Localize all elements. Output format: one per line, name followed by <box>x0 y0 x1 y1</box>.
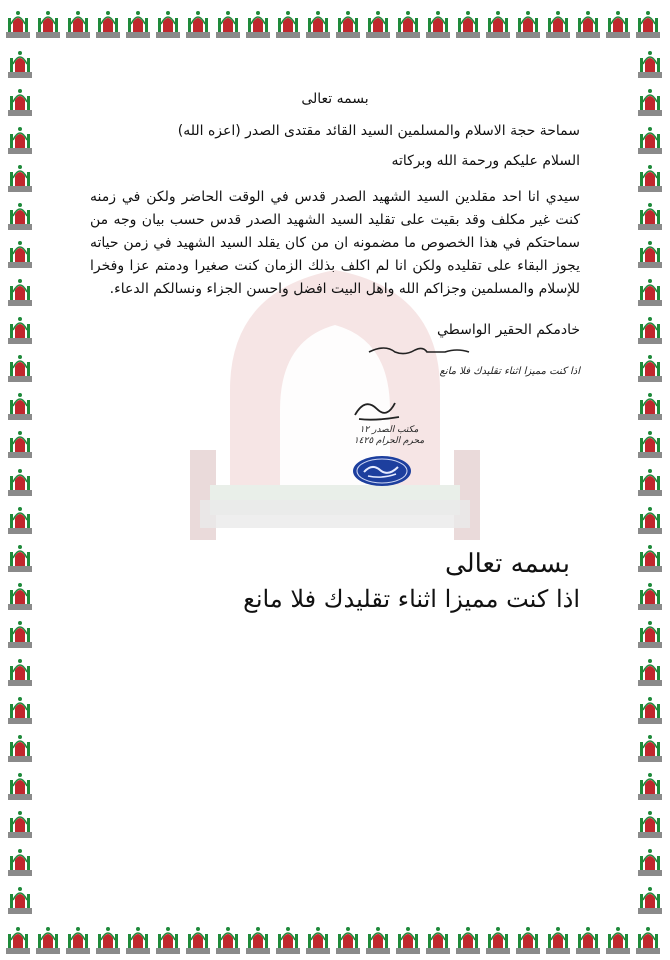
frame-motif-icon <box>96 927 120 954</box>
frame-motif-icon <box>638 241 662 268</box>
frame-motif-icon <box>516 927 540 954</box>
frame-motif-icon <box>576 11 600 38</box>
frame-motif-icon <box>638 697 662 724</box>
frame-motif-icon <box>8 317 32 344</box>
frame-motif-icon <box>6 927 30 954</box>
frame-motif-icon <box>156 927 180 954</box>
frame-motif-icon <box>638 355 662 382</box>
frame-motif-icon <box>186 11 210 38</box>
office-signature <box>345 395 405 425</box>
frame-motif-icon <box>638 203 662 230</box>
frame-border-right <box>630 44 670 916</box>
frame-motif-icon <box>8 545 32 572</box>
frame-motif-icon <box>638 165 662 192</box>
frame-motif-icon <box>638 621 662 648</box>
frame-motif-icon <box>638 735 662 762</box>
frame-motif-icon <box>638 469 662 496</box>
frame-motif-icon <box>66 927 90 954</box>
frame-motif-icon <box>638 507 662 534</box>
letter-greeting: السلام عليكم ورحمة الله وبركاته <box>391 153 580 169</box>
frame-motif-icon <box>606 927 630 954</box>
frame-motif-icon <box>8 355 32 382</box>
frame-motif-icon <box>8 697 32 724</box>
frame-motif-icon <box>426 927 450 954</box>
frame-motif-icon <box>638 773 662 800</box>
frame-motif-icon <box>8 51 32 78</box>
frame-motif-icon <box>638 279 662 306</box>
frame-motif-icon <box>8 773 32 800</box>
frame-motif-icon <box>638 849 662 876</box>
letter-closing: خادمكم الحقير الواسطي <box>437 322 580 338</box>
frame-motif-icon <box>6 11 30 38</box>
frame-motif-icon <box>366 11 390 38</box>
frame-motif-icon <box>546 11 570 38</box>
frame-border-top <box>0 0 670 44</box>
frame-motif-icon <box>366 927 390 954</box>
frame-border-bottom <box>0 916 670 960</box>
frame-motif-icon <box>36 11 60 38</box>
frame-motif-icon <box>396 927 420 954</box>
reply-body: اذا كنت مميزا اثناء تقليدك فلا مانع <box>243 585 580 613</box>
frame-motif-icon <box>426 11 450 38</box>
frame-motif-icon <box>8 393 32 420</box>
frame-motif-icon <box>66 11 90 38</box>
frame-motif-icon <box>8 469 32 496</box>
frame-motif-icon <box>216 927 240 954</box>
handwritten-reply: اذا كنت مميزا اثناء تقليدك فلا مانع <box>439 366 580 377</box>
frame-motif-icon <box>636 11 660 38</box>
frame-motif-icon <box>306 11 330 38</box>
frame-motif-icon <box>8 165 32 192</box>
frame-motif-icon <box>8 431 32 458</box>
frame-motif-icon <box>8 887 32 914</box>
frame-motif-icon <box>638 811 662 838</box>
frame-motif-icon <box>8 735 32 762</box>
frame-motif-icon <box>336 927 360 954</box>
frame-motif-icon <box>8 811 32 838</box>
frame-motif-icon <box>396 11 420 38</box>
frame-motif-icon <box>156 11 180 38</box>
frame-motif-icon <box>246 927 270 954</box>
frame-motif-icon <box>638 393 662 420</box>
frame-motif-icon <box>638 51 662 78</box>
frame-motif-icon <box>638 887 662 914</box>
frame-motif-icon <box>8 659 32 686</box>
frame-motif-icon <box>8 279 32 306</box>
frame-motif-icon <box>186 927 210 954</box>
frame-motif-icon <box>36 927 60 954</box>
frame-motif-icon <box>606 11 630 38</box>
frame-motif-icon <box>638 583 662 610</box>
frame-motif-icon <box>638 127 662 154</box>
frame-motif-icon <box>246 11 270 38</box>
blue-seal-icon <box>352 455 412 487</box>
frame-motif-icon <box>486 11 510 38</box>
frame-motif-icon <box>8 89 32 116</box>
frame-motif-icon <box>276 927 300 954</box>
frame-motif-icon <box>8 127 32 154</box>
frame-motif-icon <box>638 89 662 116</box>
frame-motif-icon <box>126 11 150 38</box>
frame-motif-icon <box>8 203 32 230</box>
frame-motif-icon <box>276 11 300 38</box>
annotation-scribble <box>365 340 475 358</box>
reply-title: بسمه تعالى <box>445 549 570 579</box>
frame-motif-icon <box>576 927 600 954</box>
frame-motif-icon <box>8 507 32 534</box>
letter-basmala: بسمه تعالى <box>301 91 369 107</box>
frame-motif-icon <box>126 927 150 954</box>
frame-motif-icon <box>516 11 540 38</box>
frame-motif-icon <box>638 659 662 686</box>
reply <box>180 546 580 616</box>
frame-motif-icon <box>456 927 480 954</box>
frame-motif-icon <box>636 927 660 954</box>
frame-motif-icon <box>96 11 120 38</box>
frame-border-left <box>0 44 40 916</box>
frame-motif-icon <box>638 431 662 458</box>
stamp-text: مكتب الصدر ١٢ محرم الحرام ١٤٢٥ <box>353 425 425 446</box>
frame-motif-icon <box>8 241 32 268</box>
frame-motif-icon <box>306 927 330 954</box>
frame-motif-icon <box>8 621 32 648</box>
frame-motif-icon <box>546 927 570 954</box>
frame-motif-icon <box>456 11 480 38</box>
frame-motif-icon <box>638 545 662 572</box>
frame-motif-icon <box>336 11 360 38</box>
frame-motif-icon <box>216 11 240 38</box>
frame-motif-icon <box>8 583 32 610</box>
frame-motif-icon <box>638 317 662 344</box>
letter-body: سيدي انا احد مقلدين السيد الشهيد الصدر قدس في الوقت الحاضر ولكن في زمنه كنت غير مكلف وقد بقيت على تقليد السيد الشهيد الصدر قدس حسب بيان وجه من سماحتكم في هذا الخصوص ما مضمونه ان من كان يقلد السيد الشهيد في زمن حياته يجوز البقاء على تقليده ولكن انا لم اكلف بذلك الزمان كنت صغيرا ودمتم عزا وفخرا للإسلام والمسلمين وجزاكم الله واهل البيت افضل واحسن الجزاء ونسالكم الدعاء. <box>90 189 580 297</box>
letter-salutation: سماحة حجة الاسلام والمسلمين السيد القائد مقتدى الصدر (اعزه الله) <box>177 123 580 139</box>
frame-motif-icon <box>8 849 32 876</box>
letter <box>90 88 580 341</box>
frame-motif-icon <box>486 927 510 954</box>
